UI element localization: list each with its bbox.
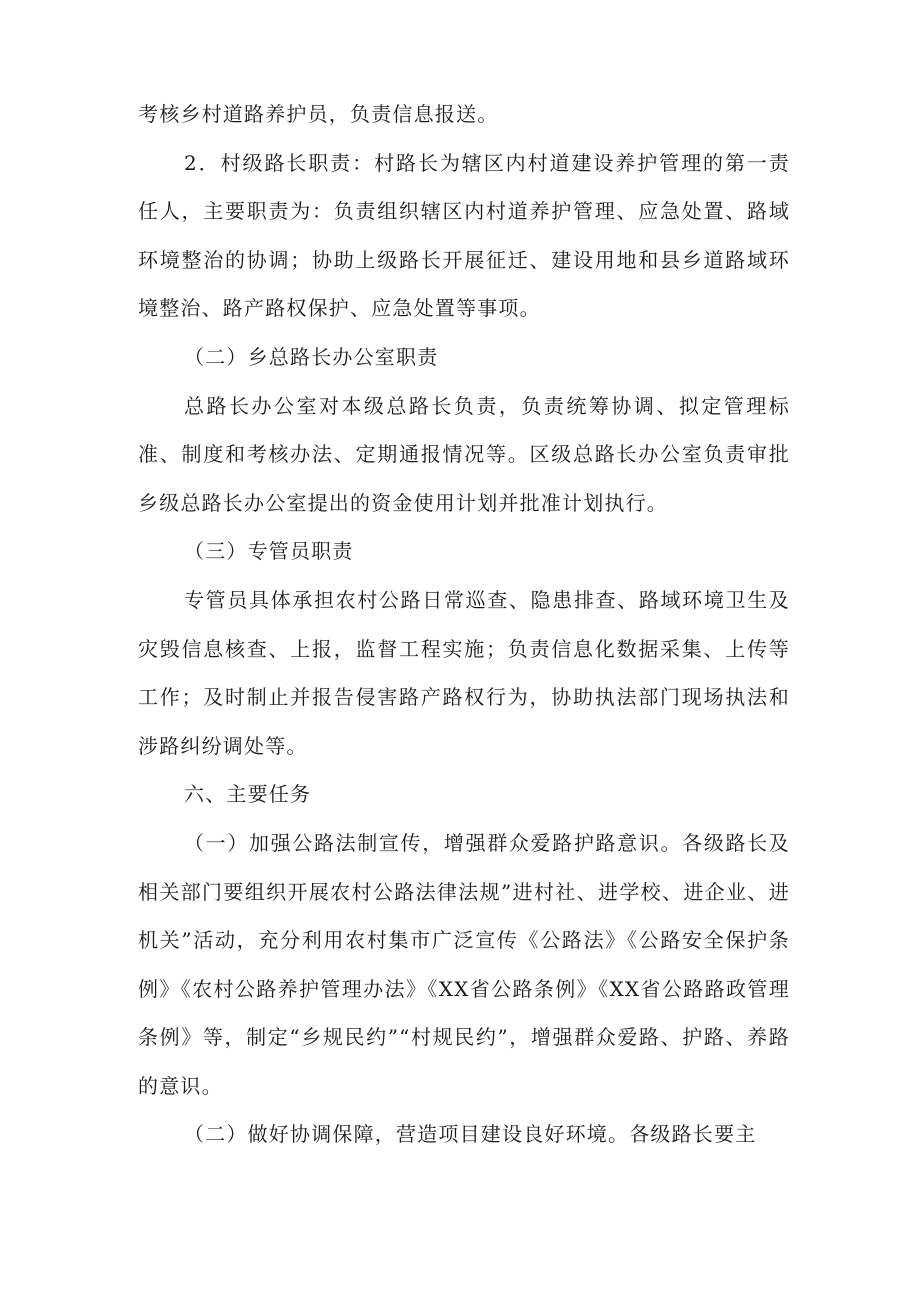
section-heading-2: （二）乡总路长办公室职责 — [184, 344, 439, 369]
paragraph-1: 考核乡村道路养护员，负责信息报送。 — [138, 102, 499, 126]
section-heading-3: （三）专管员职责 — [184, 539, 354, 564]
paragraph-2: 2．村级路长职责：村路长为辖区内村道建设养护管理的第一责任人，主要职责为：负责组织辖区内村道养护管理、应急处置、路域环境整治的协调；协助上级路长开展征迁、建设用地和县乡道路域环境整治、路产路权保护、应急处置等事项。 — [138, 150, 790, 321]
document-body — [138, 90, 790, 1159]
paragraph-6: （二）做好协调保障，营造项目建设良好环境。各级路长要主 — [184, 1122, 757, 1147]
chapter-heading-6: 六、主要任务 — [184, 782, 312, 807]
paragraph-3: 总路长办公室对本级总路长负责，负责统筹协调、拟定管理标准、制度和考核办法、定期通报情况等。区级总路长办公室负责审批乡级总路长办公室提出的资金使用计划并批准计划执行。 — [138, 393, 790, 515]
paragraph-5: （一）加强公路法制宣传，增强群众爱路护路意识。各级路长及相关部门要组织开展农村公路法律法规”进村社、进学校、进企业、进机关”活动，充分利用农村集市广泛宣传《公路法》《公路安全保护条例》《农村公路养护管理办法》《XX省公路条例》《XX省公路路政管理条例》等，制定“乡规民约”“村规民约”，增强群众爱路、护路、养路的意识。 — [138, 830, 790, 1098]
paragraph-4: 专管员具体承担农村公路日常巡查、隐患排查、路域环境卫生及灾毁信息核查、上报，监督工程实施；负责信息化数据采集、上传等工作；及时制止并报告侵害路产路权行为，协助执法部门现场执法和涉路纠纷调处等。 — [138, 587, 790, 758]
